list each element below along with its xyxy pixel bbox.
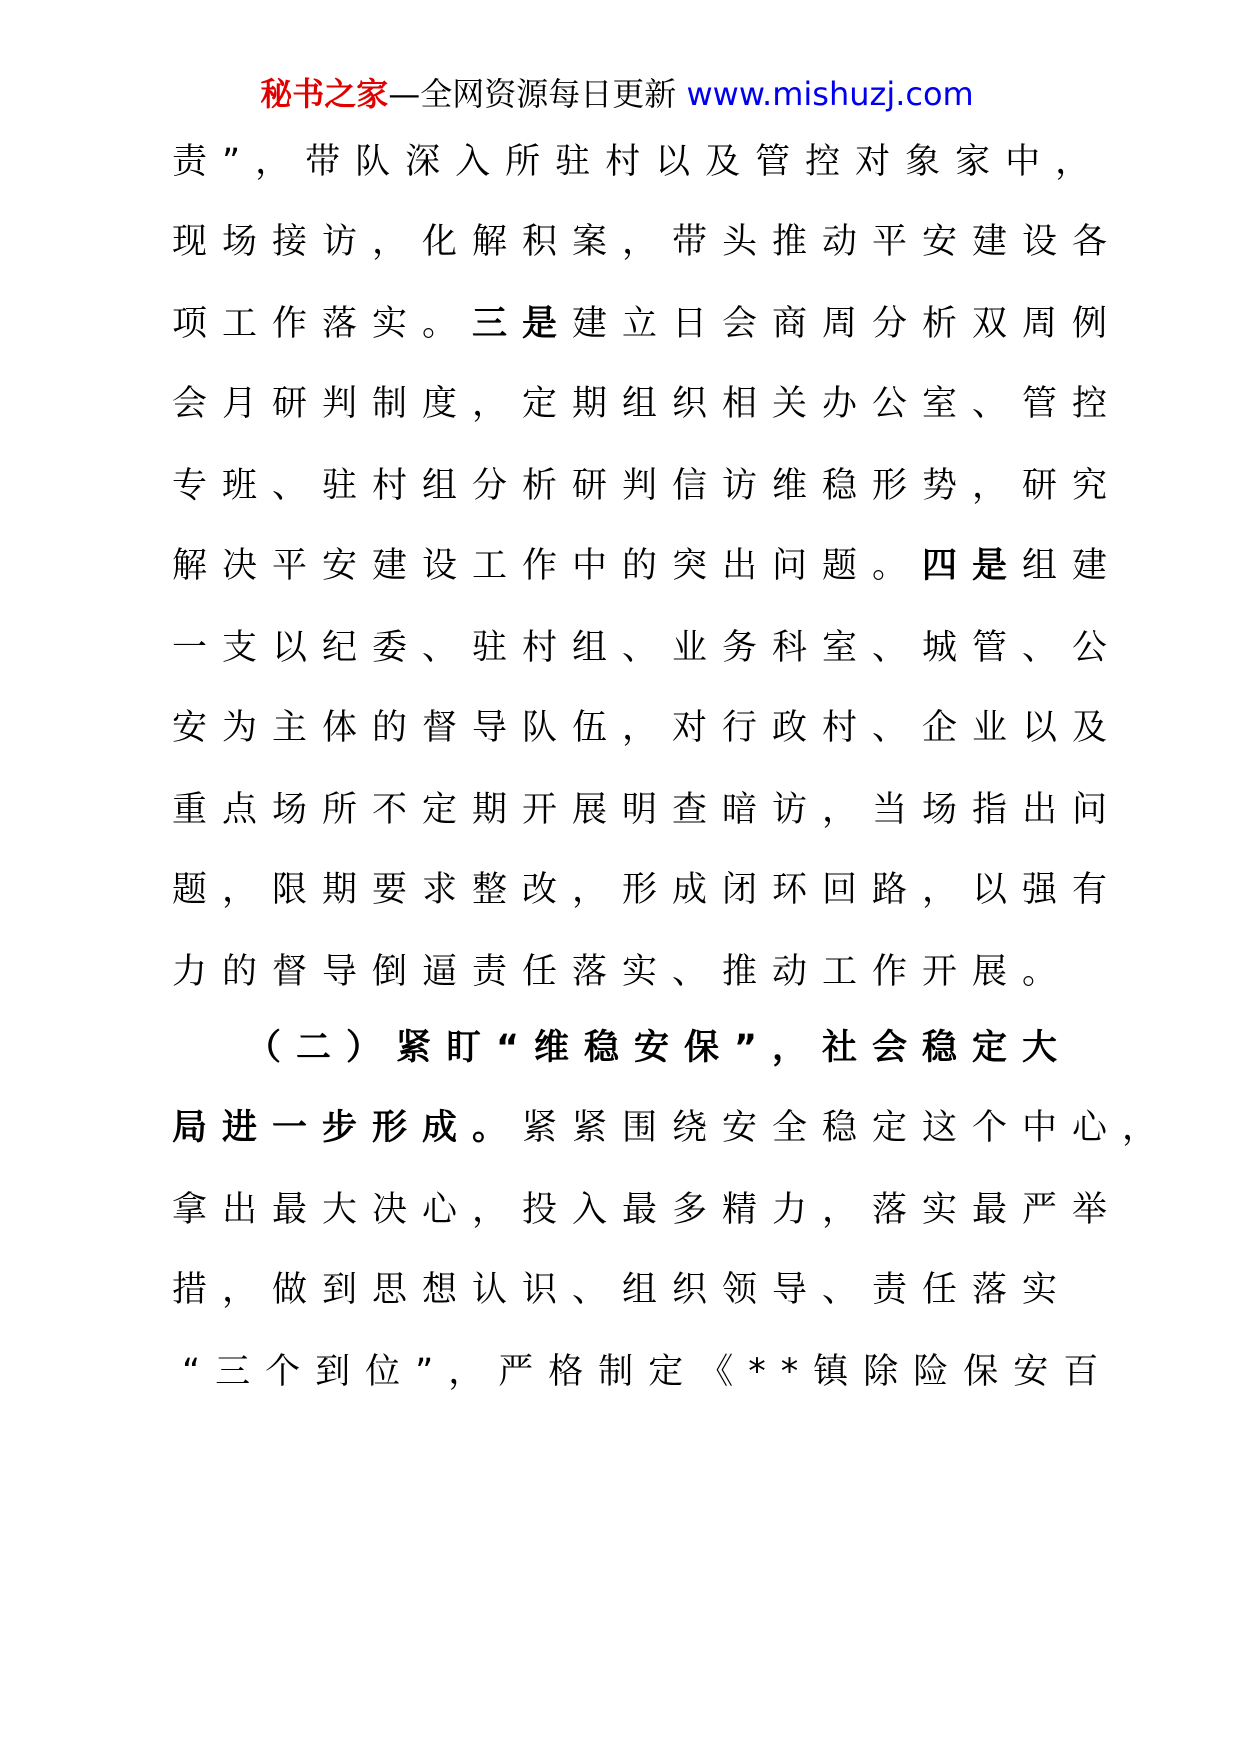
- text-segment: 专班、驻村组分析研判信访维稳形势，研究: [172, 466, 1123, 506]
- text-line: [172, 460, 1122, 512]
- text-segment: 紧紧围绕安全稳定这个中心，: [522, 1108, 1173, 1148]
- text-line: [172, 378, 1122, 430]
- text-line: [172, 1264, 1072, 1316]
- site-brand: 秘书之家: [260, 75, 389, 113]
- text-line: [172, 784, 1122, 836]
- bold-text-segment: 四是: [922, 546, 1023, 586]
- text-segment: 重点场所不定期开展明查暗访，当场指出问: [172, 790, 1123, 830]
- text-line: [172, 864, 1122, 916]
- text-segment: 建立日会商周分析双周例: [572, 304, 1123, 344]
- text-segment: 会月研判制度，定期组织相关办公室、管控: [172, 384, 1123, 424]
- text-line: [172, 1102, 1172, 1154]
- text-line: [172, 298, 1122, 350]
- text-segment: 措，做到思想认识、组织领导、责任落实: [172, 1270, 1073, 1310]
- text-segment: 解决平安建设工作中的突出问题。: [172, 546, 923, 586]
- site-header: [0, 72, 1234, 116]
- text-segment: 责”，带队深入所驻村以及管控对象家中，: [172, 142, 1106, 182]
- text-segment: 拿出最大决心，投入最多精力，落实最严举: [172, 1190, 1123, 1230]
- text-segment: 安为主体的督导队伍，对行政村、企业以及: [172, 708, 1123, 748]
- text-line: [172, 540, 1122, 592]
- text-segment: 组建: [1022, 546, 1123, 586]
- text-segment: 现场接访，化解积案，带头推动平安建设各: [172, 222, 1123, 262]
- text-line: [172, 1184, 1122, 1236]
- bold-text-segment: （二）紧盯“维稳安保”，社会稳定大: [246, 1028, 1073, 1068]
- text-line: [172, 702, 1122, 754]
- bold-text-segment: 局进一步形成。: [172, 1108, 523, 1148]
- text-line: [182, 1346, 1113, 1398]
- text-line: [246, 1022, 1072, 1074]
- text-segment: 项工作落实。: [172, 304, 473, 344]
- site-url-link[interactable]: www.mishuzj.com: [686, 75, 974, 113]
- text-line: [172, 946, 1072, 998]
- text-segment: 力的督导倒逼责任落实、推动工作开展。: [172, 952, 1073, 992]
- text-line: [172, 136, 1105, 188]
- bold-text-segment: 三是: [472, 304, 573, 344]
- site-tagline: —全网资源每日更新: [388, 75, 687, 113]
- text-line: [172, 216, 1122, 268]
- text-segment: 题，限期要求整改，形成闭环回路，以强有: [172, 870, 1123, 910]
- text-segment: 一支以纪委、驻村组、业务科室、城管、公: [172, 628, 1123, 668]
- text-line: [172, 622, 1122, 674]
- text-segment: “三个到位”，严格制定《**镇除险保安百: [182, 1352, 1114, 1392]
